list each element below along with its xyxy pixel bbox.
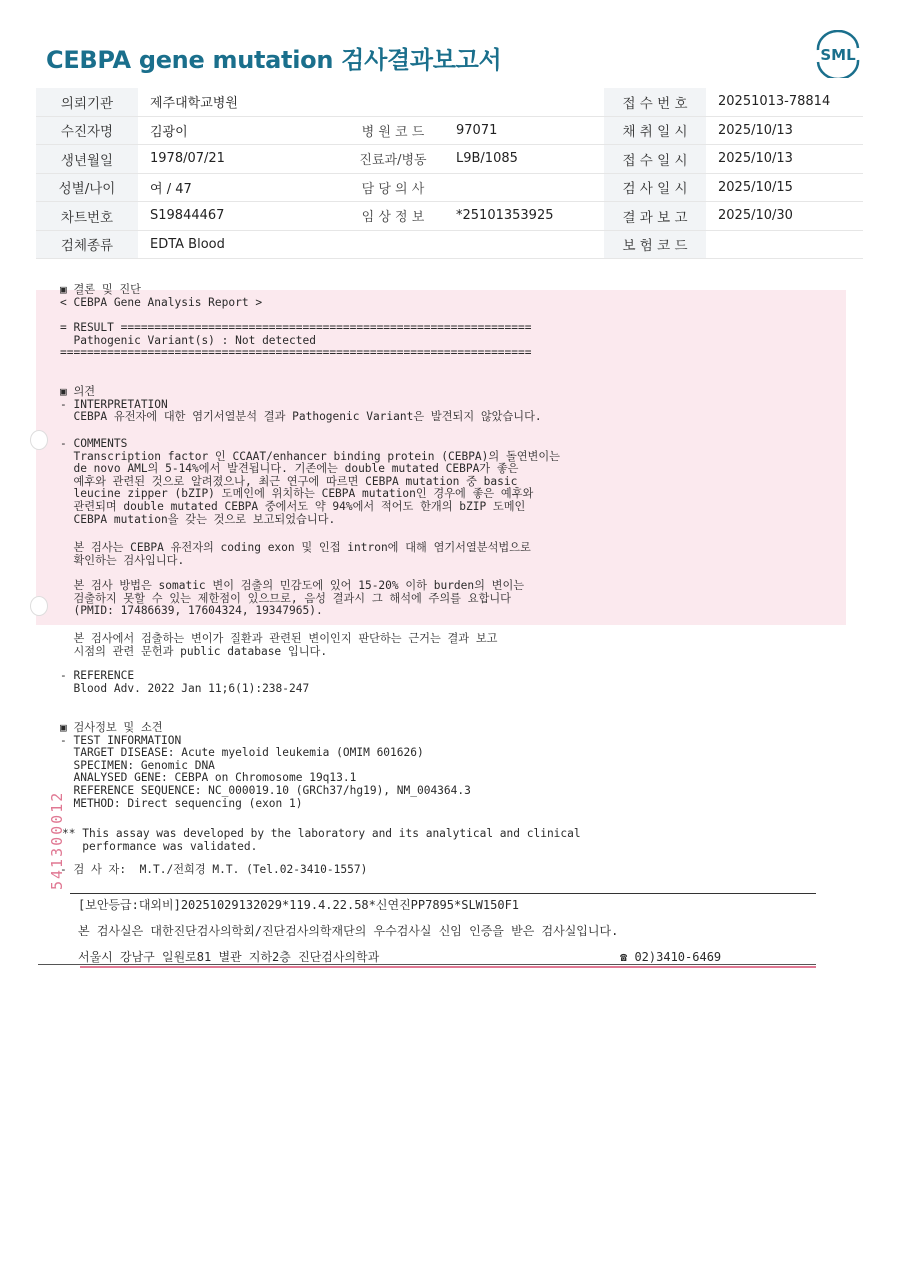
info-row <box>36 145 863 174</box>
info-value: 2025/10/13 <box>706 116 863 145</box>
info-value <box>444 88 604 116</box>
info-row <box>36 230 863 259</box>
bottom-line <box>38 964 816 965</box>
info-value: 97071 <box>444 116 604 145</box>
info-label: 검체종류 <box>36 230 138 259</box>
info-value <box>706 230 863 259</box>
info-value <box>444 173 604 202</box>
interpretation-basis-paragraph: 본 검사에서 검출하는 변이가 질환과 관련된 변이인지 판단하는 근거는 결과 보고 시점의 관련 문헌과 public database 입니다. <box>73 632 498 658</box>
patient-info-table <box>36 88 863 259</box>
info-row <box>36 173 863 202</box>
info-label: 수진자명 <box>36 116 138 145</box>
info-value: 2025/10/15 <box>706 173 863 202</box>
info-label: 채 취 일 시 <box>604 116 706 145</box>
info-label: 결 과 보 고 <box>604 202 706 231</box>
info-value: S19844467 <box>138 202 342 231</box>
info-value <box>444 230 604 259</box>
info-value: 20251013-78814 <box>706 88 863 116</box>
info-label: 담 당 의 사 <box>342 173 444 202</box>
test-information-block: ▣ 검사정보 및 소견 - TEST INFORMATION TARGET DISEASE: Acute myeloid leukemia (OMIM 601626) SPECIMEN: Genomic DNA ANALYSED GENE: CEBPA on Chromosome 19q13.1 REFERENCE SEQUENCE: NC_000019.10 (GRCh37/hg19), NM_004364.3 METHOD: Direct sequencing (exon 1) <box>60 721 471 810</box>
reference-block: - REFERENCE Blood Adv. 2022 Jan 11;6(1):238-247 <box>60 669 310 695</box>
info-value: 1978/07/21 <box>138 145 342 174</box>
lab-phone: ☎ 02)3410-6469 <box>620 950 722 964</box>
info-value: 김광이 <box>138 116 342 145</box>
info-value: L9B/1085 <box>444 145 604 174</box>
limitation-paragraph: 본 검사 방법은 somatic 변이 검출의 민감도에 있어 15-20% 이하 burden의 변이는 검출하지 못할 수 있는 제한점이 있으므로, 음성 결과시 그 해석에 주의를 요합니다 (PMID: 17486639, 17604324, 19347965). <box>73 579 525 618</box>
info-value: EDTA Blood <box>138 230 342 259</box>
punch-hole <box>30 430 48 450</box>
info-label: 차트번호 <box>36 202 138 231</box>
info-label <box>342 230 444 259</box>
info-row <box>36 88 863 116</box>
stamp-number: 541300012 <box>48 790 66 890</box>
info-label: 병 원 코 드 <box>342 116 444 145</box>
certification-line: 본 검사실은 대한진단검사의학회/진단검사의학재단의 우수검사실 신임 인증을 받은 검사실입니다. <box>78 924 619 938</box>
info-value: *25101353925 <box>444 202 604 231</box>
info-label <box>342 88 444 116</box>
bottom-accent-line <box>80 966 816 968</box>
examiner-line: - 검 사 자: M.T./전희경 M.T. (Tel.02-3410-1557) <box>60 863 368 876</box>
info-label: 보 험 코 드 <box>604 230 706 259</box>
security-line: [보안등급:대외비]20251029132029*119.4.22.58*신연진PP7895*SLW150F1 <box>78 898 520 912</box>
svg-text:SML: SML <box>820 46 856 64</box>
interpretation-block: ▣ 의견 - INTERPRETATION CEBPA 유전자에 대한 염기서열분석 결과 Pathogenic Variant은 발견되지 않았습니다. <box>60 385 542 424</box>
info-label: 의뢰기관 <box>36 88 138 116</box>
info-value: 2025/10/13 <box>706 145 863 174</box>
method-paragraph: 본 검사는 CEBPA 유전자의 coding exon 및 인접 intron에 대해 염기서열분석법으로 확인하는 검사입니다. <box>73 541 531 567</box>
info-label: 임 상 정 보 <box>342 202 444 231</box>
specimen-stamp <box>48 770 66 890</box>
info-label: 진료과/병동 <box>342 145 444 174</box>
assay-note: ** This assay was developed by the laboratory and its analytical and clinical performance was validated. <box>62 827 581 853</box>
info-label: 성별/나이 <box>36 173 138 202</box>
comments-block: - COMMENTS Transcription factor 인 CCAAT/enhancer binding protein (CEBPA)의 돌연변이는 de novo AML의 5-14%에서 발견됩니다. 기존에는 double mutated CEBPA가 좋은 예후와 관련된 것으로 알려졌으나, 최근 연구에 따르면 CEBPA mutation 중 basic leucine zipper (bZIP) 도메인에 위치하는 CEBPA mutation인 경우에 좋은 예후와 관련되며 double mutated CEBPA 중에서도 약 94%에서 적어도 한개의 bZIP 도메인 CEBPA mutation을 갖는 것으로 보고되었습니다. <box>60 437 560 526</box>
info-value: 여 / 47 <box>138 173 342 202</box>
info-value: 제주대학교병원 <box>138 88 342 116</box>
info-row <box>36 116 863 145</box>
info-label: 접 수 번 호 <box>604 88 706 116</box>
result-block: = RESULT ============================================================= Pathogenic Variant(s) : Not detected ====================================================================== <box>60 321 532 360</box>
info-label: 접 수 일 시 <box>604 145 706 174</box>
punch-hole <box>30 596 48 616</box>
report-title: CEBPA gene mutation 검사결과보고서 <box>46 46 502 74</box>
info-label: 검 사 일 시 <box>604 173 706 202</box>
info-value: 2025/10/30 <box>706 202 863 231</box>
sml-logo <box>812 30 864 78</box>
info-label: 생년월일 <box>36 145 138 174</box>
divider-line <box>70 893 816 894</box>
lab-address: 서울시 강남구 일원로81 별관 지하2층 진단검사의학과 <box>78 950 380 964</box>
conclusion-heading: ▣ 결론 및 진단 < CEBPA Gene Analysis Report > <box>60 283 263 309</box>
info-row <box>36 202 863 231</box>
